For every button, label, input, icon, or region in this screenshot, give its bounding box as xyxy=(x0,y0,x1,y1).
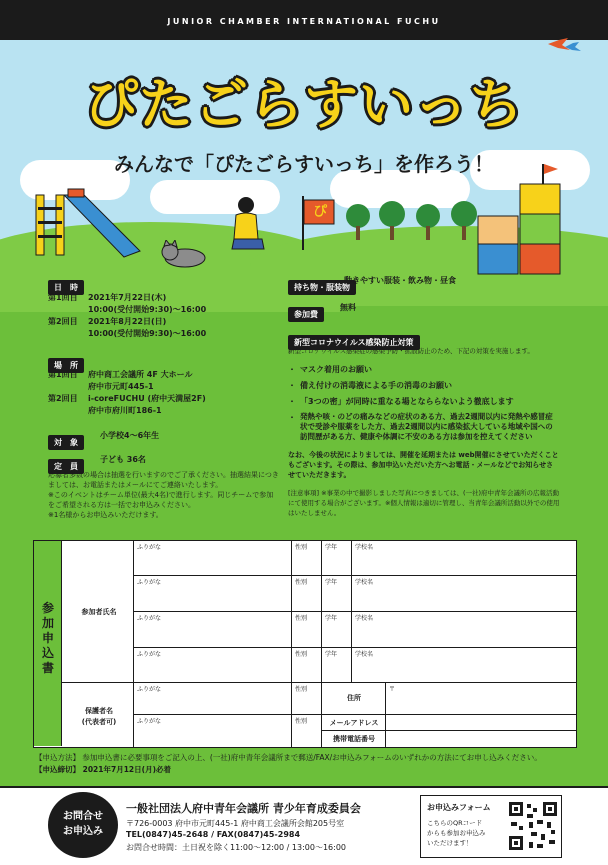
grade-field[interactable] xyxy=(322,541,352,576)
capacity-value: 子ども 36名 xyxy=(100,455,146,464)
school-label: 学校名 xyxy=(355,579,374,586)
school-label: 学校名 xyxy=(355,615,374,622)
gender-label: 性別 xyxy=(295,579,308,586)
block-illustration xyxy=(28,268,48,270)
grade-label: 学年 xyxy=(325,651,338,658)
grade-label: 学年 xyxy=(325,579,338,586)
covid-bullet: 発熱や咳・のどの痛みなどの症状のある方、過去2週間以内に発熱や感冒症状で受診や服薬をした方、過去2週間以内に感染拡大している地域や国への訪問歴がある方、健康や体調に不安のある方は参加を控えてください xyxy=(300,412,553,441)
date-label: 日 時 xyxy=(48,280,84,295)
form-side-label: 参加申込書 xyxy=(41,601,54,675)
lottery-note: 応募者多数の場合は抽選を行いますのでご了承ください。抽選結果につきましては、お電話またはメールにてご連絡いたします。 xyxy=(48,471,279,489)
place2-name: i-coreFUCHU (府中天満屋2F) xyxy=(88,394,206,403)
session2-date: 2021年8月22日(日) xyxy=(88,317,167,326)
phone-label: 携帯電話番号 xyxy=(333,735,375,743)
single-note: ※1名様からお申込みいただけます。 xyxy=(48,511,163,519)
guardian-label: 保護者名 xyxy=(85,707,113,715)
school-field[interactable] xyxy=(352,648,576,683)
covid-label: 新型コロナウイルス感染防止対策 xyxy=(288,335,420,350)
bullet-dot: ・ xyxy=(288,365,296,374)
grade-field[interactable] xyxy=(322,648,352,683)
covid-bullet: 備え付けの消毒液による手の消毒のお願い xyxy=(300,381,452,390)
target-value: 小学校4〜6年生 xyxy=(100,431,160,440)
gender-field[interactable] xyxy=(292,541,322,576)
furigana-label: ふりがな xyxy=(137,579,162,586)
email-label: メールアドレス xyxy=(329,719,379,727)
contact-badge xyxy=(48,792,118,858)
form-box-title: お申込みフォーム xyxy=(427,803,491,812)
gender-label: 性別 xyxy=(295,686,308,693)
grade-label: 学年 xyxy=(325,615,338,622)
covid-note: なお、今後の状況によりましては、開催を延期または web開催にさせていただくこともございます。その際は、参加申込いただいた方へお電話・メールなどでお知らせさせていただきます。 xyxy=(288,451,559,479)
postal-mark: 〒 xyxy=(389,686,396,693)
furigana-label: ふりがな xyxy=(137,718,162,725)
session1-time: 10:00(受付開始9:30)〜16:00 xyxy=(88,305,207,314)
contact-hours: お問合せ時間：土日祝を除く11:00〜12:00 / 13:00〜16:00 xyxy=(126,843,346,852)
guardian-sublabel: (代表者可) xyxy=(81,718,117,726)
flag-letter: ぴ xyxy=(313,204,327,220)
furigana-field[interactable] xyxy=(134,648,292,683)
address-label: 住所 xyxy=(347,694,361,702)
covid-bullet: 「3つの密」が同時に重なる場となららないよう徹底します xyxy=(300,397,514,406)
form-box-desc3: いただけます！ xyxy=(427,839,473,847)
school-field[interactable] xyxy=(352,612,576,648)
team-note: ※このイベントはチーム単位(最大4名)で進行します。同じチームで参加をご希望される方は一括でお申込みください。 xyxy=(48,491,274,509)
gender-field[interactable] xyxy=(292,648,322,683)
slide-illustration xyxy=(28,185,148,265)
qr-code-icon[interactable] xyxy=(507,800,559,852)
application-deadline: 【申込締切】 2021年7月12日(月)必着 xyxy=(35,765,171,774)
furigana-label: ふりがな xyxy=(137,651,162,658)
gender-label: 性別 xyxy=(295,718,308,725)
capacity-label: 定 員 xyxy=(48,459,84,474)
session1-date: 2021年7月22日(木) xyxy=(88,293,167,302)
blocks-illustration xyxy=(468,164,578,276)
application-notes xyxy=(35,752,580,776)
furigana-field[interactable] xyxy=(134,541,292,576)
phone-field[interactable] xyxy=(386,731,576,747)
furigana-field[interactable] xyxy=(134,612,292,648)
application-method: 【申込方法】 参加申込書に必要事項をご記入の上、(一社)府中青年会議所まで郵送/FAX/お申込みフォームのいずれかの方法にてお申し込みください。 xyxy=(35,753,542,762)
items-label: 持ち物・服装物 xyxy=(288,280,356,295)
furigana-label: ふりがな xyxy=(137,615,162,622)
furigana-label: ふりがな xyxy=(137,544,162,551)
form-box-desc1: こちらのQRコード xyxy=(427,819,483,827)
form-side-column xyxy=(34,541,62,746)
grade-field[interactable] xyxy=(322,612,352,648)
bullet-dot: ・ xyxy=(288,397,296,406)
contact-badge-line2: お申込み xyxy=(63,826,103,837)
place1-address: 府中市元町445-1 xyxy=(88,382,154,391)
gender-label: 性別 xyxy=(295,615,308,622)
page-subtitle: みんなで「ぴたごらすいっち」を作ろう！ xyxy=(114,152,494,176)
bullet-dot: ・ xyxy=(288,381,296,390)
furigana-field[interactable] xyxy=(134,576,292,612)
form-box-desc2: からも参加お申込み xyxy=(427,829,486,837)
school-label: 学校名 xyxy=(355,651,374,658)
gender-field[interactable] xyxy=(292,576,322,612)
contact-badge-line1: お問合せ xyxy=(63,811,103,822)
page-title: ぴたごらすいっち xyxy=(84,73,524,136)
bird-icon xyxy=(565,42,581,52)
cat-illustration xyxy=(160,240,210,268)
place2-address: 府中市府川町186-1 xyxy=(88,406,162,415)
school-field[interactable] xyxy=(352,541,576,576)
child-illustration xyxy=(228,195,268,255)
organization-name: 一般社団法人府中青年会議所 青少年育成委員会 xyxy=(126,802,361,815)
covid-intro: 新型コロナウイルス感染症の感染予防・拡散防止のため、下記の対策を実施します。 xyxy=(288,347,534,355)
items-value: 動きやすい服装・飲み物・昼食 xyxy=(344,276,456,285)
school-label: 学校名 xyxy=(355,544,374,551)
gender-field[interactable] xyxy=(292,612,322,648)
fee-value: 無料 xyxy=(340,303,356,312)
caution-note: [注意事項] ※事業の中で撮影しました写真につきましては、(一社)府中青年会議所の広報活動にて使用する場合がございます。※個人情報は適切に管理し、当青年会議所活動以外での使用はいたしません。 xyxy=(288,489,560,517)
address-field[interactable] xyxy=(386,683,576,715)
session2-label: 第2回目 xyxy=(48,317,78,326)
organization-address: 〒726-0003 府中市元町445-1 府中商工会議所会館205号室 xyxy=(126,819,345,828)
guardian-gender-field[interactable] xyxy=(292,683,322,715)
place-label: 場 所 xyxy=(48,358,84,373)
email-field[interactable] xyxy=(386,715,576,731)
org-banner: JUNIOR CHAMBER INTERNATIONAL FUCHU xyxy=(0,0,608,40)
session1-label: 第1回目 xyxy=(48,293,78,302)
fee-label: 参加費 xyxy=(288,307,324,322)
target-label: 対 象 xyxy=(48,435,84,450)
place2-label: 第2回目 xyxy=(48,394,78,403)
guardian-furigana-field[interactable] xyxy=(134,715,292,747)
bullet-dot: ・ xyxy=(288,413,296,422)
guardian-gender-field[interactable] xyxy=(292,715,322,747)
school-field[interactable] xyxy=(352,576,576,612)
application-form-box xyxy=(420,795,562,858)
grade-field[interactable] xyxy=(322,576,352,612)
place1-label: 第1回目 xyxy=(48,370,78,379)
organization-phone: TEL(0847)45-2648 / FAX(0847)45-2984 xyxy=(126,830,301,839)
gender-label: 性別 xyxy=(295,651,308,658)
guardian-furigana-field[interactable] xyxy=(134,683,292,715)
grade-label: 学年 xyxy=(325,544,338,551)
participant-label: 参加者氏名 xyxy=(81,608,117,616)
furigana-label: ふりがな xyxy=(137,686,162,693)
covid-bullet: マスク着用のお願い xyxy=(300,365,372,374)
gender-label: 性別 xyxy=(295,544,308,551)
session2-time: 10:00(受付開始9:30)〜16:00 xyxy=(88,329,207,338)
application-form xyxy=(33,540,577,748)
place1-name: 府中商工会議所 4F 大ホール xyxy=(88,370,193,379)
